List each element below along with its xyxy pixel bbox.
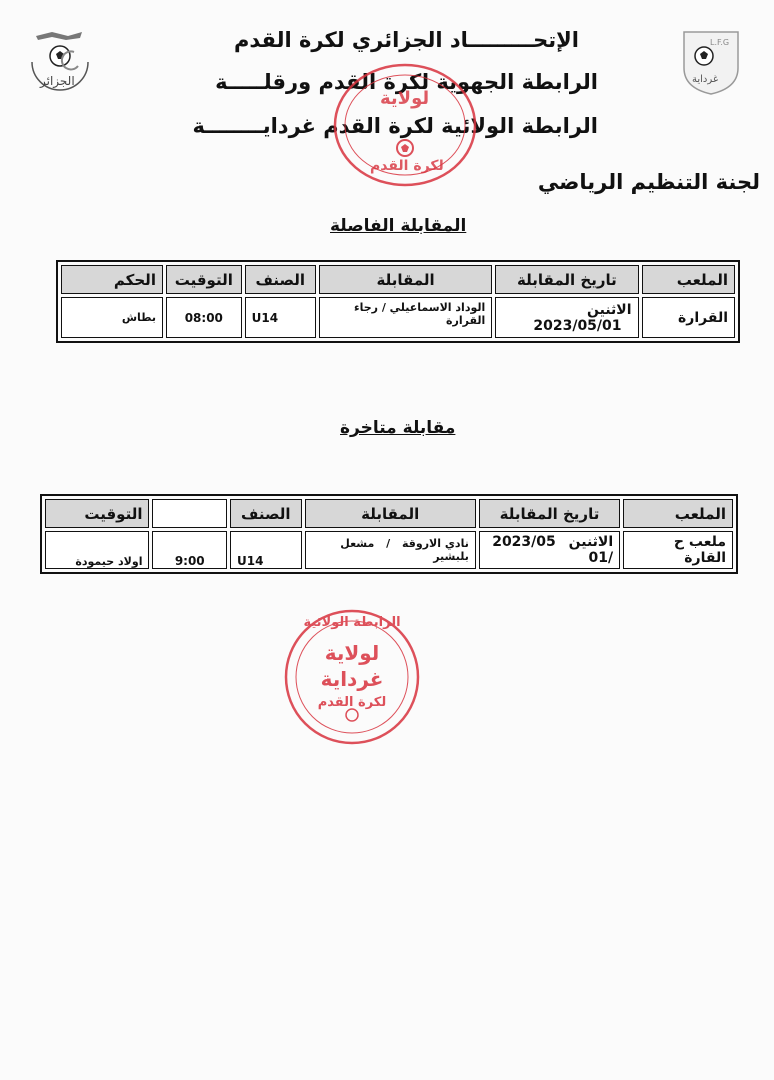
stamp-bottom-text: لكرة القدم (317, 695, 387, 710)
cell-date (495, 297, 638, 338)
section2-title: مقابلة متاخرة (340, 418, 456, 438)
table-header-row (45, 499, 733, 528)
col-stadium: الملعب (642, 265, 735, 294)
section1-title: المقابلة الفاصلة (330, 216, 467, 236)
section2-table (40, 494, 738, 574)
col-category: الصنف (230, 499, 302, 528)
col-date: تاريخ المقابلة (479, 499, 620, 528)
table-row (61, 297, 735, 338)
cell-category: U14 (245, 297, 316, 338)
cell-match-separator: / (386, 537, 391, 550)
official-stamp-bottom (282, 607, 422, 747)
right-logo-abbr: L.F.G (710, 38, 730, 47)
cell-team-a: نادي الاروقة (402, 537, 469, 550)
cell-day: الاثنين (587, 301, 632, 318)
cell-match: الوداد الاسماعيلي / رجاء القرارة (319, 297, 492, 338)
wilaya-league-title: الرابطة الولائية لكرة القدم غردايــــــــة (192, 114, 598, 138)
col-match: المقابلة (305, 499, 476, 528)
cell-date (479, 531, 620, 569)
table-row (45, 531, 733, 569)
ghardaia-league-logo (680, 28, 742, 96)
section1-table (56, 260, 740, 343)
col-stadium: الملعب (623, 499, 733, 528)
stamp-mid1-text: لولاية (324, 641, 380, 665)
stamp-top-bottom-text: لكرة القدم (370, 158, 444, 174)
cell-time: 9:00 (152, 531, 227, 569)
cell-date-value: 2023/05/01 (533, 317, 622, 334)
algerian-federation-logo (22, 22, 98, 98)
stamp-top-text: الرابطة الولائية (303, 615, 401, 630)
cell-day: الاثنين (568, 534, 614, 550)
cell-stadium: القرارة (642, 297, 735, 338)
table-header-row (61, 265, 735, 294)
col-date: تاريخ المقابلة (495, 265, 638, 294)
cell-date-value: 2023/05 /01 (492, 534, 614, 566)
stamp-mid2-text: غرداية (320, 667, 384, 691)
cell-referee: بطاش (61, 297, 163, 338)
col-time: التوقيت (45, 499, 149, 528)
cell-time: 08:00 (166, 297, 242, 338)
cell-referee: اولاد حيمودة (45, 531, 149, 569)
col-blank (152, 499, 227, 528)
stamp-top-mid-text: لولاية (380, 88, 430, 109)
left-logo-caption: الجزائر (40, 74, 75, 88)
cell-match (305, 531, 476, 569)
regional-league-title: الرابطة الجهوية لكرة القدم ورقلـــــة (215, 70, 598, 94)
committee-title: لجنة التنظيم الرياضي (537, 170, 760, 194)
col-match: المقابلة (319, 265, 492, 294)
right-logo-caption: غرداية (692, 74, 719, 85)
cell-category: U14 (230, 531, 302, 569)
cell-stadium: ملعب ح القارة (623, 531, 733, 569)
col-referee: الحكم (61, 265, 163, 294)
federation-title: الإتحـــــــــاد الجزائري لكرة القدم (233, 28, 579, 52)
col-time: التوقيت (166, 265, 242, 294)
col-category: الصنف (245, 265, 316, 294)
cell-team-b: مشعل بلبشير (340, 537, 469, 563)
